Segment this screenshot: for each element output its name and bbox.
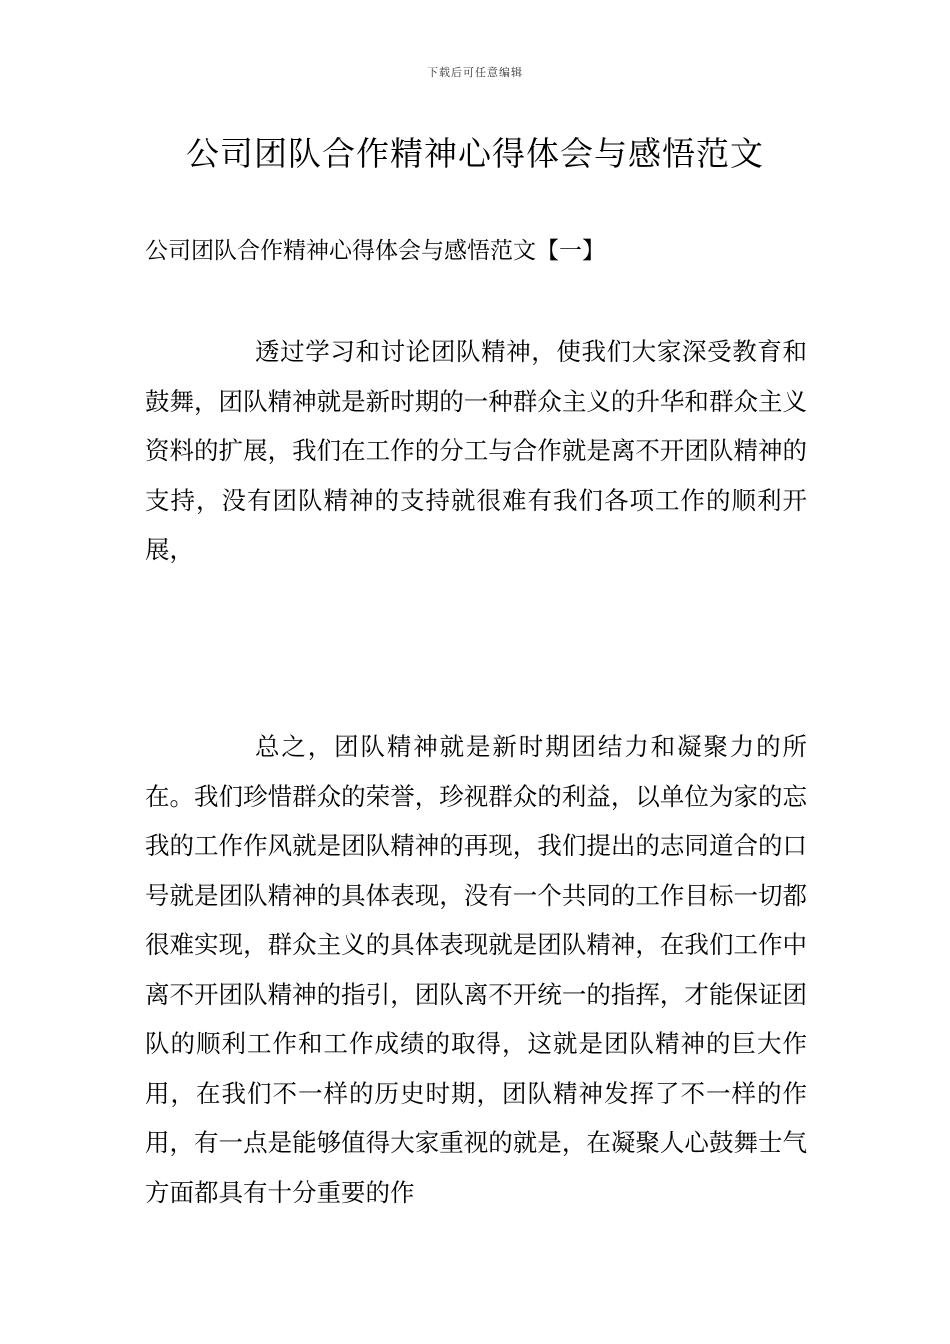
section-heading: 公司团队合作精神心得体会与感悟范文【一】 <box>145 238 605 264</box>
paragraph-1: 透过学习和讨论团队精神，使我们大家深受教育和鼓舞，团队精神就是新时期的一种群众主义的升华和群众主义资料的扩展，我们在工作的分工与合作就是离不开团队精神的支持，没有团队精神的支持就很难有我们各项工作的顺利开展， <box>145 337 807 564</box>
header-note: 下载后可任意编辑 <box>427 66 523 79</box>
paragraph-2: 总之，团队精神就是新时期团结力和凝聚力的所在。我们珍惜群众的荣誉，珍视群众的利益，以单位为家的忘我的工作作风就是团队精神的再现，我们提出的志同道合的口号就是团队精神的具体表现，没有一个共同的工作目标一切都很难实现，群众主义的具体表现就是团队精神，在我们工作中离不开团队精神的指引，团队离不开统一的指挥，才能保证团队的顺利工作和工作成绩的取得，这就是团队精神的巨大作用，在我们不一样的历史时期，团队精神发挥了不一样的作用，有一点是能够值得大家重视的就是，在凝聚人心鼓舞士气方面都具有十分重要的作 <box>145 732 807 1207</box>
document-title: 公司团队合作精神心得体会与感悟范文 <box>186 134 764 173</box>
